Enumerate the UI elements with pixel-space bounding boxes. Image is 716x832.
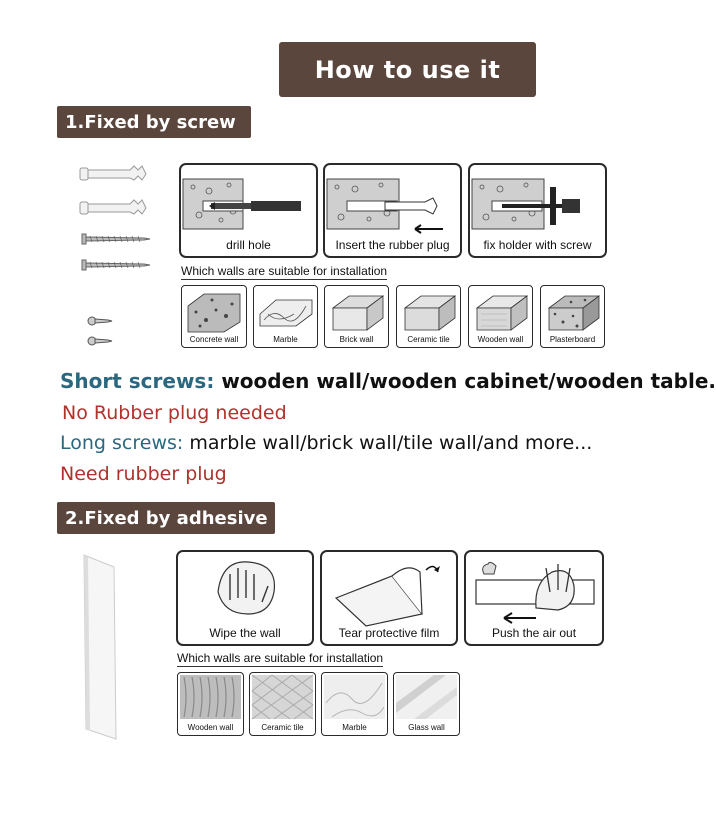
wall-brick [324, 285, 389, 348]
wall-label: Plasterboard [549, 335, 596, 344]
wall-label: Marble [342, 723, 367, 732]
page-title: How to use it [279, 42, 536, 97]
step-push-air [464, 550, 604, 646]
walls-title: Which walls are suitable for installation [181, 264, 388, 278]
wall-glass [393, 672, 460, 736]
step-tear-film [320, 550, 458, 646]
step-label: fix holder with screw [483, 238, 592, 252]
note-no-plug: No Rubber plug needed [62, 402, 287, 424]
wall-label: Ceramic tile [407, 335, 450, 344]
wall-label: Wooden wall [187, 723, 234, 732]
note-short-screws [60, 369, 716, 393]
step-label: Wipe the wall [209, 626, 281, 640]
wall-ceramic [396, 285, 461, 348]
wall-marble [321, 672, 388, 736]
short-screws-text: wooden wall/wooden cabinet/wooden table. [221, 369, 716, 393]
step-fix-holder [468, 163, 607, 258]
short-screws-label: Short screws: [60, 369, 215, 393]
step-label: Insert the rubber plug [335, 238, 450, 252]
wall-label: Marble [273, 335, 298, 344]
wall-label: Concrete wall [189, 335, 239, 344]
note-long-screws [60, 432, 592, 454]
long-screws-text: marble wall/brick wall/tile wall/and more... [189, 432, 593, 454]
wall-plasterboard [540, 285, 605, 348]
step-label: Tear protective film [338, 626, 440, 640]
step-drill-hole [179, 163, 318, 258]
section-heading-adhesive: 2.Fixed by adhesive [57, 502, 275, 534]
screws-and-plugs-icon [78, 160, 158, 360]
wall-label: Ceramic tile [261, 723, 304, 732]
wall-ceramic [249, 672, 316, 736]
step-label: drill hole [226, 238, 271, 252]
wall-marble [253, 285, 318, 348]
adhesive-strip-icon [80, 553, 120, 743]
step-insert-plug [323, 163, 462, 258]
note-need-plug: Need rubber plug [60, 463, 227, 485]
step-wipe-wall [176, 550, 314, 646]
walls-title: Which walls are suitable for installation [177, 651, 384, 665]
wall-label: Brick wall [339, 335, 374, 344]
section-heading-screw: 1.Fixed by screw [57, 106, 251, 138]
wall-concrete [181, 285, 247, 348]
wall-wooden [468, 285, 533, 348]
long-screws-label: Long screws: [60, 432, 184, 454]
wall-label: Wooden wall [477, 335, 524, 344]
wall-wooden [177, 672, 244, 736]
step-label: Push the air out [491, 626, 577, 640]
wall-label: Glass wall [408, 723, 445, 732]
